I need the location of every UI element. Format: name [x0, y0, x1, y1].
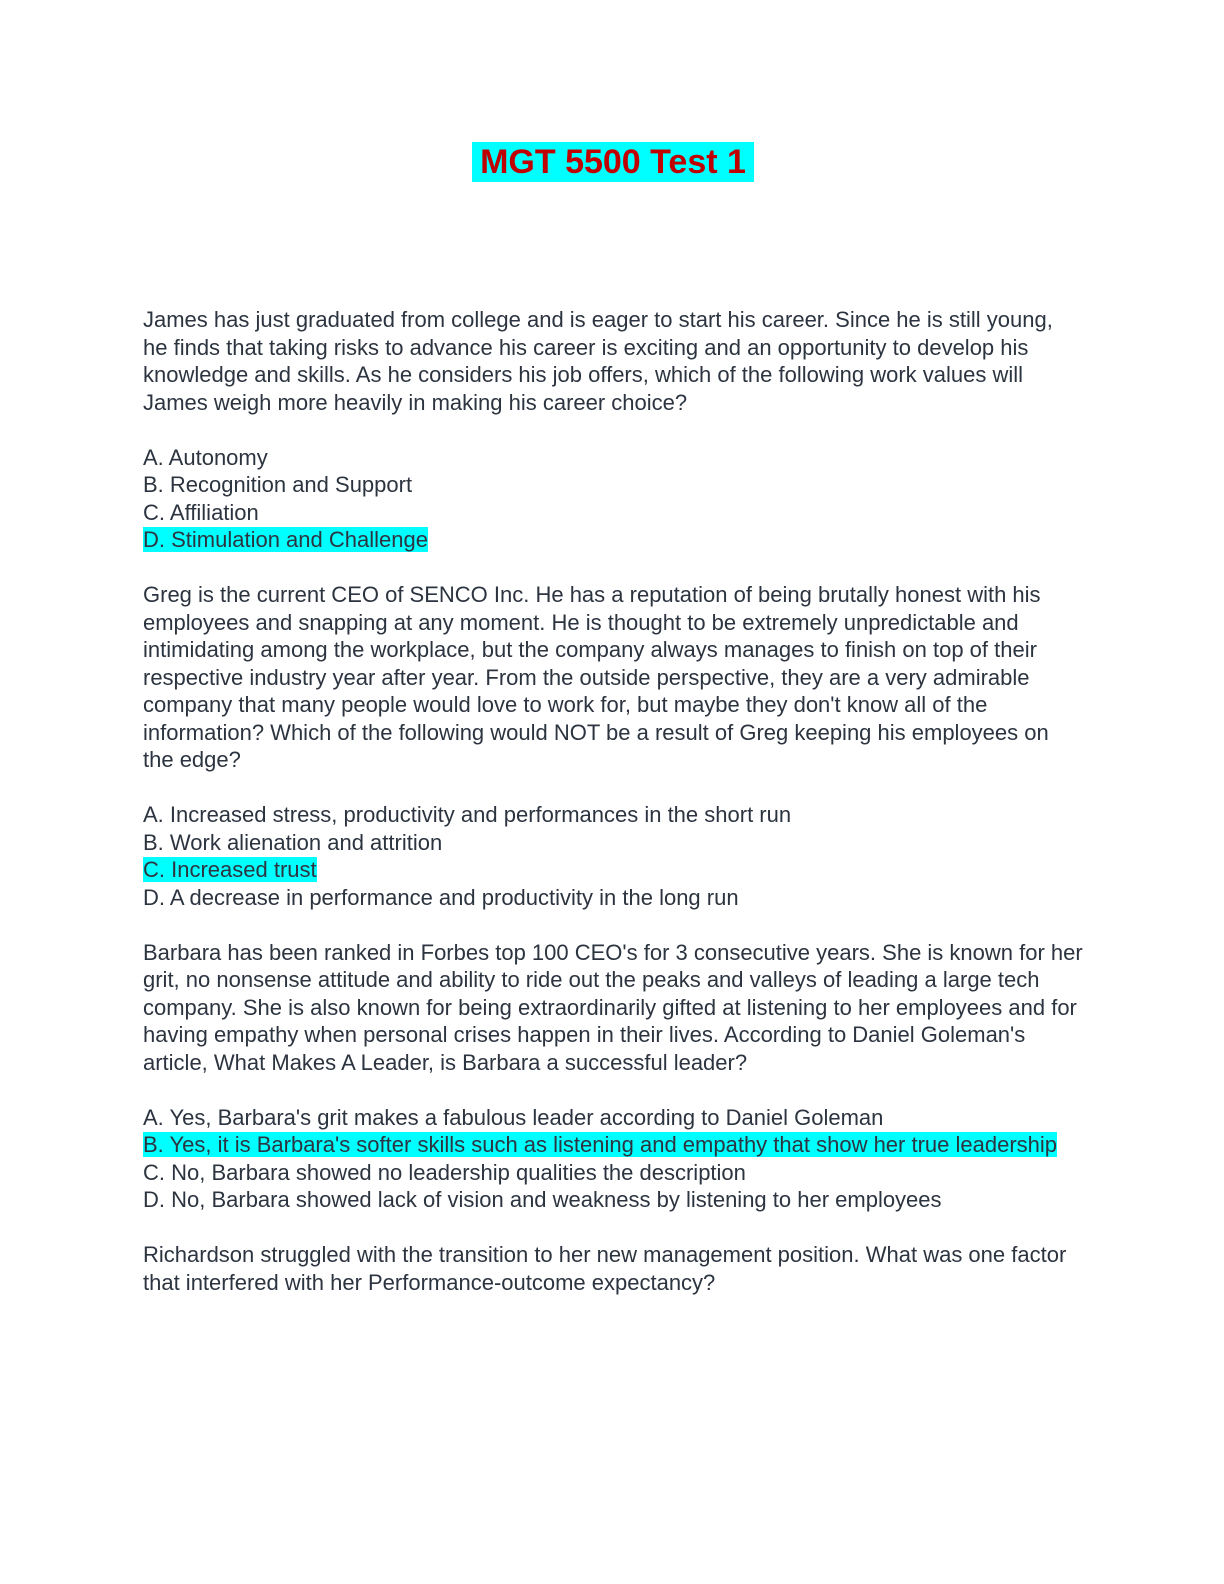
answer-text: A. Yes, Barbara's grit makes a fabulous leader according to Daniel Goleman	[143, 1104, 884, 1130]
answer-option	[143, 499, 1083, 527]
answer-text: D. No, Barbara showed lack of vision and weakness by listening to her employees	[143, 1187, 942, 1212]
question-text: Richardson struggled with the transition to her new management position. What was one factor that interfered with her Performance-outcome expectancy?	[143, 1242, 1067, 1295]
question-text: James has just graduated from college and is eager to start his career. Since he is still young, he finds that taking risks to advance his career is exciting and an opportunity to develop his knowledge and skills. As he considers his job offers, which of the following work values will James weigh more heavily in making his career choice?	[143, 307, 1053, 415]
answer-option	[143, 1131, 1083, 1159]
answer-option	[143, 1159, 1083, 1187]
answer-option	[143, 829, 1083, 857]
questions-container	[143, 306, 1083, 1296]
answer-text: C. Affiliation	[143, 499, 259, 525]
answer-option	[143, 1104, 1083, 1132]
answer-option	[143, 444, 1083, 472]
options-group	[143, 801, 1083, 911]
answer-text: D. A decrease in performance and productivity in the long run	[143, 884, 739, 910]
options-group	[143, 1104, 1083, 1214]
highlighted-answer-text: C. Increased trust	[143, 857, 317, 882]
answer-text: A. Increased stress, productivity and performances in the short run	[143, 802, 792, 827]
question-text: Barbara has been ranked in Forbes top 100 CEO's for 3 consecutive years. She is known for her grit, no nonsense attitude and ability to ride out the peaks and valleys of leading a large tech company. She is also known for being extraordinarily gifted at listening to her employees and for having empathy when personal crises happen in their lives. According to Daniel Goleman's article, What Makes A Leader, is Barbara a successful leader?	[143, 939, 1083, 1075]
answer-text: B. Recognition and Support	[143, 472, 413, 497]
question-block	[143, 1241, 1083, 1296]
highlighted-answer-text: D. Stimulation and Challenge	[143, 527, 428, 552]
page-title-highlight: MGT 5500 Test 1	[472, 142, 754, 182]
answer-option	[143, 856, 1083, 884]
highlighted-answer-text: B. Yes, it is Barbara's softer skills such as listening and empathy that show her true leadership	[143, 1132, 1058, 1157]
question-block	[143, 581, 1083, 911]
answer-option	[143, 1186, 1083, 1214]
answer-option	[143, 471, 1083, 499]
question-text: Greg is the current CEO of SENCO Inc. He has a reputation of being brutally honest with his employees and snapping at any moment. He is thought to be extremely unpredictable and intimidating among the workplace, but the company always manages to finish on top of their respective industry year after year. From the outside perspective, they are a very admirable company that many people would love to work for, but maybe they don't know all of the information? Which of the following would NOT be a result of Greg keeping his employees on the edge?	[143, 582, 1049, 772]
answer-option	[143, 526, 1083, 554]
question-block	[143, 939, 1083, 1214]
options-group	[143, 444, 1083, 554]
answer-text: B. Work alienation and attrition	[143, 829, 443, 855]
answer-text: A. Autonomy	[143, 444, 268, 470]
question-block	[143, 306, 1083, 554]
page-title	[143, 143, 1083, 182]
answer-option	[143, 801, 1083, 829]
answer-option	[143, 884, 1083, 912]
answer-text: C. No, Barbara showed no leadership qualities the description	[143, 1159, 746, 1185]
